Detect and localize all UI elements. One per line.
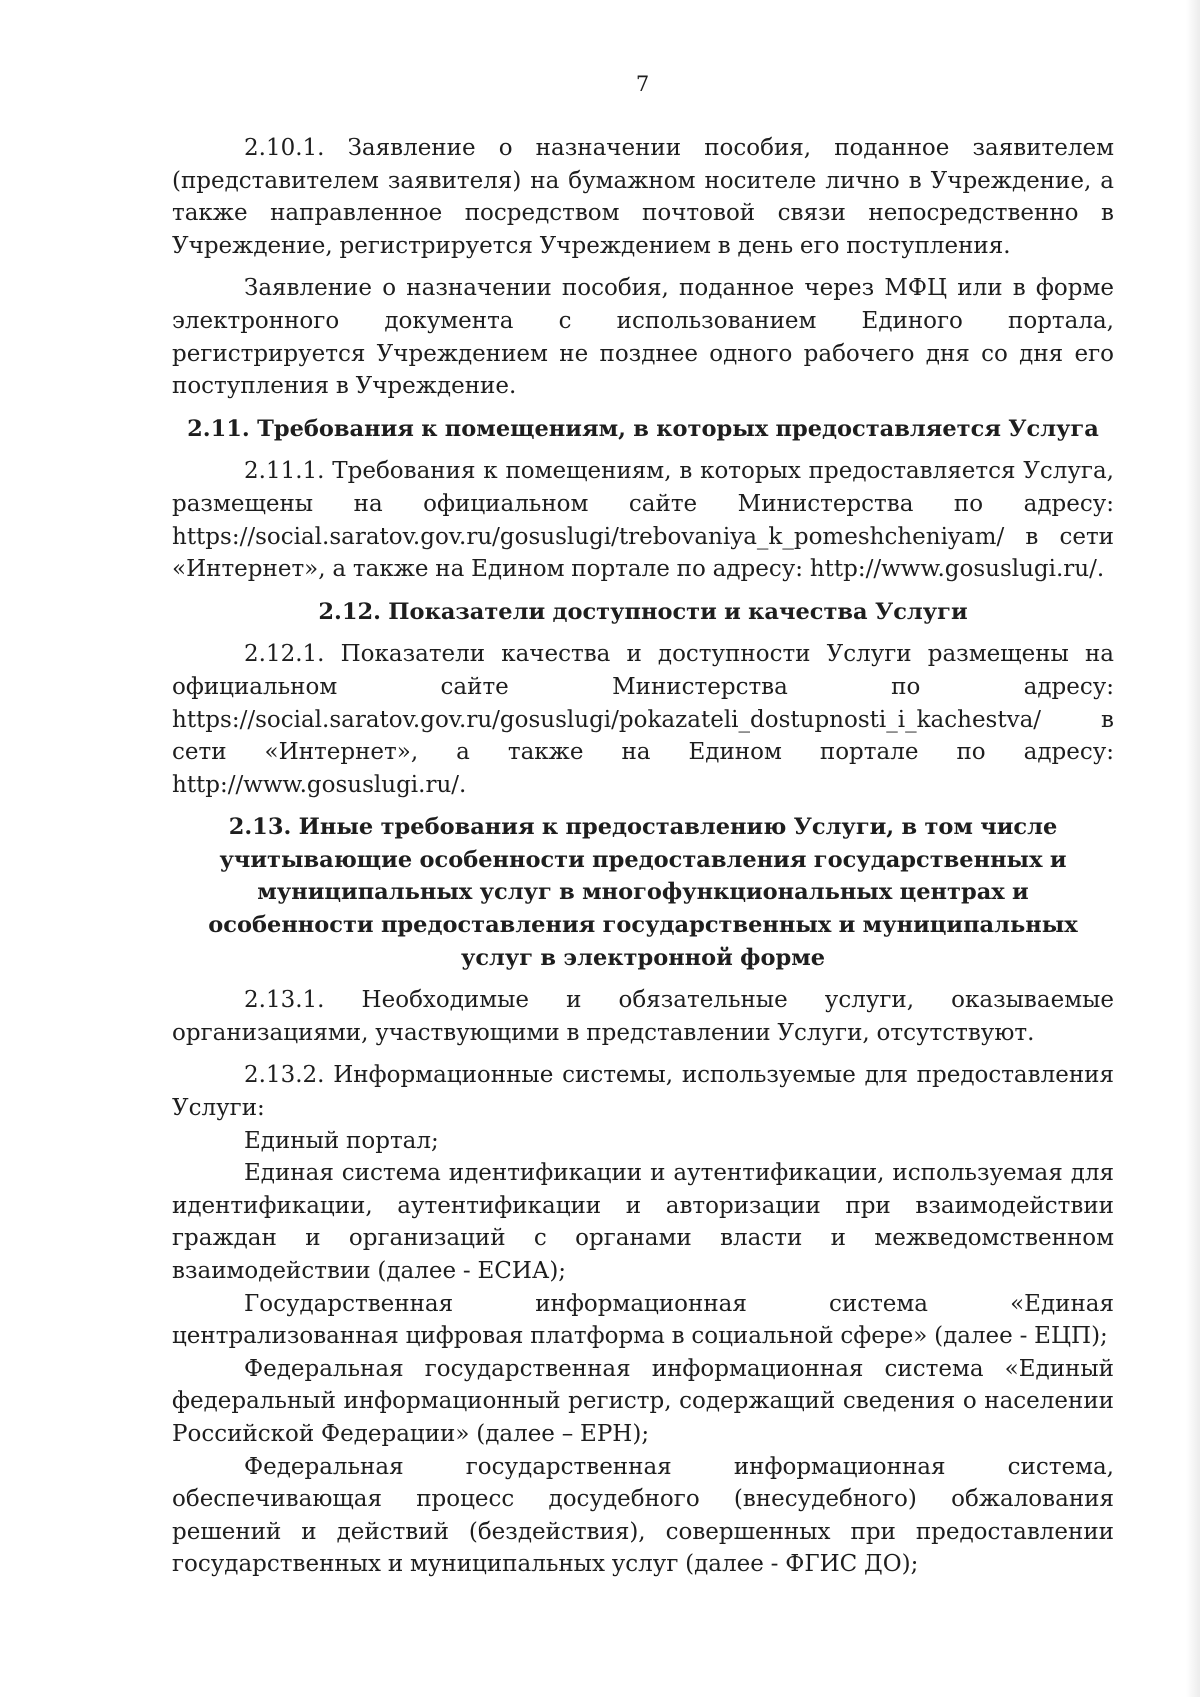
heading-2-12: 2.12. Показатели доступности и качества Услуги xyxy=(318,598,968,625)
document-body xyxy=(172,132,1114,1581)
paragraph-2-12-1-tail: в сети «Интернет», а также на Едином портале по адресу: http://www.gosuslugi.ru/. xyxy=(172,706,1114,798)
page-number: 7 xyxy=(635,72,650,96)
list-item-esia: Единая система идентификации и аутентификации, используемая для идентификации, аутентификации и авторизации при взаимодействии граждан и организаций с органами власти и межведомственном взаимодействии (далее - ЕСИА); xyxy=(172,1160,1114,1284)
heading-2-13: 2.13. Иные требования к предоставлению Услуги, в том числе учитывающие особенности предоставления государственных и муниципальных услуг в многофункциональных центрах и особенности предоставления государственных и муниципальных услуг в электронной форме xyxy=(208,814,1078,971)
link-trebovaniya-url[interactable]: https://social.saratov.gov.ru/gosuslugi/trebovaniya_k_pomeshcheniyam/ xyxy=(172,523,1005,550)
paragraph-2-13-1: 2.13.1. Необходимые и обязательные услуги, оказываемые организациями, участвующими в представлении Услуги, отсутствуют. xyxy=(172,987,1114,1046)
list-item-ecp: Государственная информационная система «Единая централизованная цифровая платформа в социальной сфере» (далее - ЕЦП); xyxy=(172,1290,1114,1350)
paragraph-2-11-1 xyxy=(172,455,1114,585)
list-item-fgis-do: Федеральная государственная информационная система, обеспечивающая процесс досудебного (внесудебного) обжалования решений и действий (бездействия), совершенных при предоставлении государственных и муниципальных услуг (далее - ФГИС ДО); xyxy=(172,1453,1114,1578)
paragraph-2-10-1-registration: Заявление о назначении пособия, поданное через МФЦ или в форме электронного документа с использованием Единого портала, регистрируется Учреждением не позднее одного рабочего дня со дня его поступления в Учреждение. xyxy=(172,275,1114,400)
page-edge-shadow xyxy=(1186,0,1200,1697)
heading-2-11: 2.11. Требования к помещениям, в которых предоставляется Услуга xyxy=(187,415,1099,442)
paragraph-2-11-1-text: 2.11.1. Требования к помещениям, в которых предоставляется Услуга, размещены на официальном сайте Министерства по адресу: xyxy=(172,458,1114,517)
paragraph-2-13-2: 2.13.2. Информационные системы, используемые для предоставления Услуги: xyxy=(172,1062,1114,1122)
list-item-ern: Федеральная государственная информационная система «Единый федеральный информационный регистр, содержащий сведения о населении Российской Федерации» (далее – ЕРН); xyxy=(172,1355,1114,1447)
link-pokazateli-url[interactable]: https://social.saratov.gov.ru/gosuslugi/pokazateli_dostupnosti_i_kachestva/ xyxy=(172,706,1042,733)
paragraph-2-12-1-text: 2.12.1. Показатели качества и доступности Услуги размещены на официальном сайте Министерства по адресу: xyxy=(172,641,1114,700)
paragraph-2-10-1: 2.10.1. Заявление о назначении пособия, поданное заявителем (представителем заявителя) на бумажном носителе лично в Учреждение, а также направленное посредством почтовой связи непосредственно в Учреждение, регистрируется Учреждением в день его поступления. xyxy=(172,135,1114,259)
paragraph-2-12-1 xyxy=(172,638,1114,801)
paragraph-2-11-1-tail: в сети «Интернет», а также на Едином портале по адресу: http://www.gosuslugi.ru/. xyxy=(172,523,1114,583)
list-item-portal: Единый портал; xyxy=(244,1127,439,1154)
